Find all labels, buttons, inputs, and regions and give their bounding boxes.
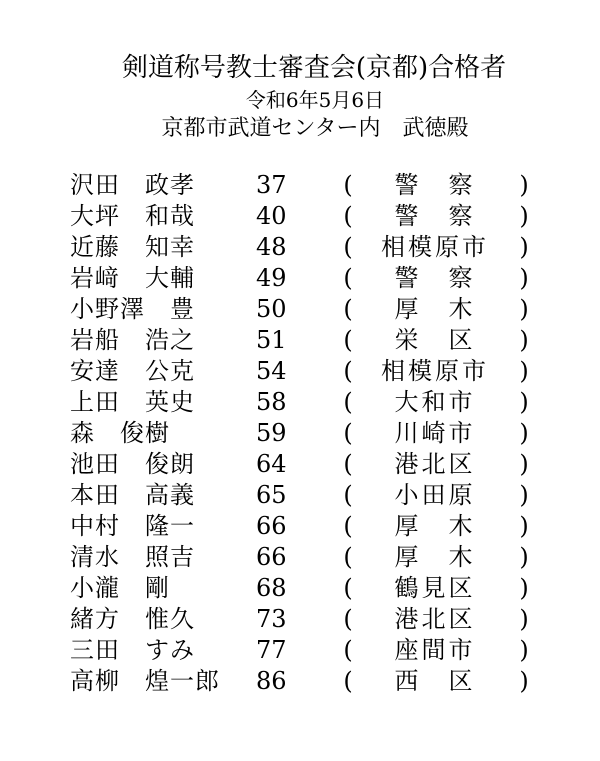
- close-paren: ): [519, 202, 529, 230]
- passer-age: 65: [256, 481, 287, 509]
- document-title: 剣道称号教士審査会(京都)合格者: [121, 53, 507, 83]
- passer-row: [0, 201, 600, 232]
- passer-affiliation: 厚 木: [394, 295, 476, 323]
- passer-list: [0, 170, 600, 697]
- close-paren: ): [519, 326, 529, 354]
- open-paren: (: [343, 171, 353, 199]
- passer-row: [0, 449, 600, 480]
- passer-affiliation: 警 察: [394, 171, 476, 199]
- passer-age: 48: [256, 233, 287, 261]
- close-paren: ): [519, 543, 529, 571]
- passer-row: [0, 387, 600, 418]
- passer-row: [0, 480, 600, 511]
- close-paren: ): [519, 636, 529, 664]
- open-paren: (: [343, 605, 353, 633]
- close-paren: ): [519, 450, 529, 478]
- passer-name: 沢田 政孝: [70, 171, 195, 199]
- passer-affiliation: 港北区: [394, 605, 476, 633]
- passer-affiliation: 警 察: [394, 264, 476, 292]
- passer-affiliation: 厚 木: [394, 512, 476, 540]
- passer-row: [0, 418, 600, 449]
- passer-row: [0, 325, 600, 356]
- passer-affiliation: 座間市: [394, 636, 476, 664]
- passer-name: 本田 高義: [70, 481, 195, 509]
- passer-affiliation: 相模原市: [381, 357, 489, 385]
- passer-name: 中村 隆一: [70, 512, 195, 540]
- document-venue: 京都市武道センター内 武徳殿: [161, 116, 469, 141]
- passer-name: 森 俊樹: [70, 419, 170, 447]
- passer-row: [0, 263, 600, 294]
- passer-row: [0, 232, 600, 263]
- passer-row: [0, 294, 600, 325]
- passer-age: 37: [256, 171, 287, 199]
- passer-age: 66: [256, 512, 287, 540]
- close-paren: ): [519, 667, 529, 695]
- passer-age: 49: [256, 264, 287, 292]
- passer-affiliation: 相模原市: [381, 233, 489, 261]
- close-paren: ): [519, 419, 529, 447]
- passer-affiliation: 鶴見区: [394, 574, 476, 602]
- passer-age: 64: [256, 450, 287, 478]
- open-paren: (: [343, 264, 353, 292]
- passer-name: 安達 公克: [70, 357, 195, 385]
- open-paren: (: [343, 357, 353, 385]
- passer-name: 上田 英史: [70, 388, 195, 416]
- open-paren: (: [343, 295, 353, 323]
- open-paren: (: [343, 419, 353, 447]
- document-date: 令和6年5月6日: [245, 88, 385, 112]
- close-paren: ): [519, 512, 529, 540]
- passer-row: [0, 573, 600, 604]
- passer-name: 緒方 惟久: [70, 605, 195, 633]
- passer-affiliation: 小田原: [394, 481, 476, 509]
- close-paren: ): [519, 171, 529, 199]
- passer-age: 58: [256, 388, 287, 416]
- open-paren: (: [343, 326, 353, 354]
- passer-age: 77: [256, 636, 287, 664]
- close-paren: ): [519, 233, 529, 261]
- passer-row: [0, 542, 600, 573]
- close-paren: ): [519, 357, 529, 385]
- passer-name: 岩船 浩之: [70, 326, 195, 354]
- passer-name: 小瀧 剛: [70, 574, 170, 602]
- close-paren: ): [519, 574, 529, 602]
- passer-name: 岩﨑 大輔: [70, 264, 195, 292]
- passer-affiliation: 厚 木: [394, 543, 476, 571]
- close-paren: ): [519, 481, 529, 509]
- open-paren: (: [343, 574, 353, 602]
- passer-row: [0, 170, 600, 201]
- passer-affiliation: 港北区: [394, 450, 476, 478]
- passer-name: 清水 照吉: [70, 543, 195, 571]
- close-paren: ): [519, 264, 529, 292]
- passer-age: 73: [256, 605, 287, 633]
- open-paren: (: [343, 233, 353, 261]
- passer-age: 68: [256, 574, 287, 602]
- passer-age: 86: [256, 667, 287, 695]
- passer-age: 40: [256, 202, 287, 230]
- passer-name: 大坪 和哉: [70, 202, 195, 230]
- passer-name: 小野澤 豊: [70, 295, 195, 323]
- passer-row: [0, 604, 600, 635]
- passer-age: 50: [256, 295, 287, 323]
- passer-name: 池田 俊朗: [70, 450, 195, 478]
- passer-affiliation: 大和市: [394, 388, 476, 416]
- close-paren: ): [519, 388, 529, 416]
- passer-age: 59: [256, 419, 287, 447]
- open-paren: (: [343, 450, 353, 478]
- passer-age: 66: [256, 543, 287, 571]
- passer-affiliation: 栄 区: [394, 326, 476, 354]
- open-paren: (: [343, 543, 353, 571]
- open-paren: (: [343, 202, 353, 230]
- passer-row: [0, 635, 600, 666]
- passer-age: 51: [256, 326, 287, 354]
- open-paren: (: [343, 636, 353, 664]
- passer-name: 高柳 煌一郎: [70, 667, 220, 695]
- passer-name: 三田 すみ: [70, 636, 195, 664]
- open-paren: (: [343, 388, 353, 416]
- passer-row: [0, 511, 600, 542]
- close-paren: ): [519, 605, 529, 633]
- open-paren: (: [343, 512, 353, 540]
- passer-row: [0, 356, 600, 387]
- passer-affiliation: 警 察: [394, 202, 476, 230]
- close-paren: ): [519, 295, 529, 323]
- open-paren: (: [343, 667, 353, 695]
- passer-name: 近藤 知幸: [70, 233, 195, 261]
- passer-affiliation: 西 区: [394, 667, 476, 695]
- passer-age: 54: [256, 357, 287, 385]
- passer-row: [0, 666, 600, 697]
- passer-affiliation: 川崎市: [394, 419, 476, 447]
- open-paren: (: [343, 481, 353, 509]
